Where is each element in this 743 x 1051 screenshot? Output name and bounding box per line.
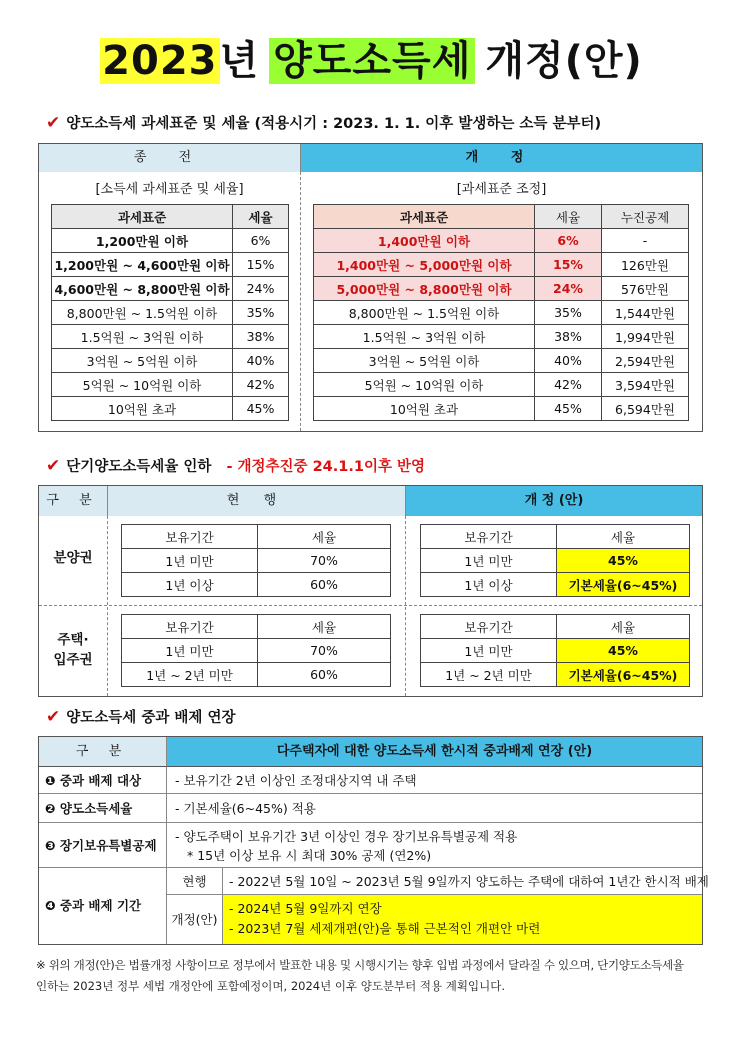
- cell: -: [602, 229, 689, 253]
- column-header: 보유기간: [122, 615, 258, 639]
- cell: 10억원 초과: [314, 397, 535, 421]
- table-row: [314, 325, 689, 349]
- housing-revised-table: [420, 614, 690, 687]
- cell: 45%: [535, 397, 602, 421]
- cell: 70%: [258, 549, 391, 573]
- column-header: 세율: [535, 205, 602, 229]
- row-label: ❶ 중과 배제 대상: [39, 767, 167, 794]
- table-row: [52, 325, 289, 349]
- cell: 기본세율(6~45%): [557, 573, 690, 597]
- column-header: 보유기간: [421, 615, 557, 639]
- cell: 1.5억원 ~ 3억원 이하: [314, 325, 535, 349]
- cell: 1년 ~ 2년 미만: [122, 663, 258, 687]
- short-term-rate-box: [38, 485, 703, 697]
- table-row: [314, 277, 689, 301]
- cell: 35%: [535, 301, 602, 325]
- check-icon: ✔: [46, 456, 61, 476]
- cell: 1,200만원 이하: [52, 229, 233, 253]
- row-text: - 기본세율(6~45%) 적용: [167, 794, 702, 823]
- tax-rate-box: [38, 143, 703, 432]
- cell: 5억원 ~ 10억원 이하: [52, 373, 233, 397]
- cell: 6%: [535, 229, 602, 253]
- section1-heading: ✔ 양도소득세 과세표준 및 세율 (적용시기 : 2023. 1. 1. 이후 발생하는 소득 분부터): [46, 113, 602, 133]
- cell: 1년 이상: [122, 573, 258, 597]
- old-header: 종 전: [39, 144, 301, 172]
- cell: 1.5억원 ~ 3억원 이하: [52, 325, 233, 349]
- row-label: ❷ 양도소득세율: [39, 794, 167, 823]
- table-row: [421, 573, 690, 597]
- cell: 42%: [535, 373, 602, 397]
- row-label: ❹ 중과 배제 기간: [39, 868, 167, 944]
- cell: 42%: [233, 373, 289, 397]
- cell: 38%: [535, 325, 602, 349]
- bunyang-revised-table: [420, 524, 690, 597]
- table-header-row: [52, 205, 289, 229]
- cell: 45%: [557, 549, 690, 573]
- cell: 4,600만원 ~ 8,800만원 이하: [52, 277, 233, 301]
- housing-current-table: [121, 614, 391, 687]
- column-header: 세율: [557, 525, 690, 549]
- table-header-row: [122, 615, 391, 639]
- cell: 2,594만원: [602, 349, 689, 373]
- old-subtitle: [소득세 과세표준 및 세율]: [95, 182, 244, 197]
- cell: 8,800만원 ~ 1.5억원 이하: [52, 301, 233, 325]
- table-row: [52, 349, 289, 373]
- row-label: ❸ 장기보유특별공제: [39, 823, 167, 868]
- section2-note: - 개정추진중 24.1.1이후 반영: [226, 459, 426, 475]
- divider: [405, 516, 406, 696]
- cell: 35%: [233, 301, 289, 325]
- cell: 기본세율(6~45%): [557, 663, 690, 687]
- column-header: 세율: [557, 615, 690, 639]
- cell: 1년 미만: [122, 639, 258, 663]
- revised-label: 개정(안): [167, 895, 223, 944]
- cell: 1년 이상: [421, 573, 557, 597]
- revised-text: - 2024년 5월 9일까지 연장 - 2023년 7월 세제개편(안)을 통해 근본적인 개편안 마련: [223, 895, 702, 944]
- cell: 24%: [233, 277, 289, 301]
- footnote: ※ 위의 개정(안)은 법률개정 사항이므로 정부에서 발표한 내용 및 시행시기는 향후 입법 과정에서 달라질 수 있으며, 단기양도소득세율 인하는 2023년 정부 세법 개정안에 포함예정이며, 2024년 이후 양도분부터 적용 계획입니다.: [36, 958, 684, 993]
- cell: 5,000만원 ~ 8,800만원 이하: [314, 277, 535, 301]
- table-row: [122, 639, 391, 663]
- table-row: [421, 639, 690, 663]
- divider: [107, 516, 108, 696]
- table-row: [314, 373, 689, 397]
- cell: 3,594만원: [602, 373, 689, 397]
- table-row: [314, 229, 689, 253]
- old-rate-table: [51, 204, 289, 421]
- current-header: 현 행: [108, 486, 406, 516]
- cell: 6,594만원: [602, 397, 689, 421]
- current-text: - 2022년 5월 10일 ~ 2023년 5월 9일까지 양도하는 주택에 대하여 1년간 한시적 배제: [223, 868, 702, 895]
- table-row: [122, 663, 391, 687]
- cell: 1,544만원: [602, 301, 689, 325]
- gubun-header: 구 분: [39, 737, 167, 767]
- divider: [300, 172, 301, 431]
- table-row: [421, 663, 690, 687]
- table-header-row: [122, 525, 391, 549]
- housing-label: 주택· 입주권: [53, 632, 93, 668]
- cell: 1,400만원 이하: [314, 229, 535, 253]
- bunyang-current-table: [121, 524, 391, 597]
- cell: 15%: [535, 253, 602, 277]
- table-row: [52, 397, 289, 421]
- table-header-row: [421, 615, 690, 639]
- table-header-row: [314, 205, 689, 229]
- section2-heading: ✔ 단기양도소득세율 인하 - 개정추진중 24.1.1이후 반영: [46, 456, 426, 476]
- cell: 24%: [535, 277, 602, 301]
- table-row: [122, 549, 391, 573]
- check-icon: ✔: [46, 707, 61, 727]
- column-header: 보유기간: [122, 525, 258, 549]
- table-row: [421, 549, 690, 573]
- table-row: [52, 373, 289, 397]
- revised-header: 개 정 (안): [406, 486, 702, 516]
- table-header-row: [421, 525, 690, 549]
- cell: 15%: [233, 253, 289, 277]
- table-row: [314, 397, 689, 421]
- main-header: 다주택자에 대한 양도소득세 한시적 중과배제 연장 (안): [167, 737, 702, 767]
- cell: 8,800만원 ~ 1.5억원 이하: [314, 301, 535, 325]
- cell: 60%: [258, 573, 391, 597]
- cell: 1년 미만: [122, 549, 258, 573]
- cell: 3억원 ~ 5억원 이하: [314, 349, 535, 373]
- bunyang-label: 분양권: [53, 550, 93, 566]
- cell: 38%: [233, 325, 289, 349]
- cell: 40%: [233, 349, 289, 373]
- column-header: 보유기간: [421, 525, 557, 549]
- cell: 1,200만원 ~ 4,600만원 이하: [52, 253, 233, 277]
- check-icon: ✔: [46, 113, 61, 133]
- cell: 1년 ~ 2년 미만: [421, 663, 557, 687]
- cell: 1년 미만: [421, 639, 557, 663]
- page-title: [0, 34, 743, 88]
- cell: 1년 미만: [421, 549, 557, 573]
- cell: 1,994만원: [602, 325, 689, 349]
- cell: 45%: [557, 639, 690, 663]
- row-text: - 양도주택이 보유기간 3년 이상인 경우 장기보유특별공제 적용 * 15년 이상 보유 시 최대 30% 공제 (연2%): [167, 823, 702, 868]
- new-subtitle: [과세표준 조정]: [456, 182, 547, 197]
- table-row: [52, 229, 289, 253]
- new-rate-table: [313, 204, 689, 421]
- title-year: 2023: [102, 38, 218, 84]
- new-header: 개 정: [301, 144, 702, 172]
- table-row: [52, 301, 289, 325]
- cell: 6%: [233, 229, 289, 253]
- row-text: - 보유기간 2년 이상인 조정대상지역 내 주택: [167, 767, 702, 794]
- cell: 60%: [258, 663, 391, 687]
- title-rest: 개정(안): [485, 38, 643, 84]
- column-header: 누진공제: [602, 205, 689, 229]
- section3-heading: ✔ 양도소득세 중과 배제 연장: [46, 707, 236, 727]
- gubun-header: 구 분: [39, 486, 108, 516]
- column-header: 과세표준: [314, 205, 535, 229]
- table-row: [52, 253, 289, 277]
- column-header: 세율: [233, 205, 289, 229]
- cell: 576만원: [602, 277, 689, 301]
- column-header: 과세표준: [52, 205, 233, 229]
- cell: 126만원: [602, 253, 689, 277]
- cell: 5억원 ~ 10억원 이하: [314, 373, 535, 397]
- column-header: 세율: [258, 525, 391, 549]
- cell: 1,400만원 ~ 5,000만원 이하: [314, 253, 535, 277]
- exclusion-box: [38, 736, 709, 945]
- divider: [39, 605, 702, 606]
- table-row: [52, 277, 289, 301]
- title-nyeon: 년: [219, 38, 260, 84]
- title-tax: 양도소득세: [269, 38, 475, 84]
- cell: 45%: [233, 397, 289, 421]
- column-header: 세율: [258, 615, 391, 639]
- table-row: [314, 301, 689, 325]
- current-label: 현행: [167, 868, 223, 895]
- table-row: [314, 349, 689, 373]
- cell: 10억원 초과: [52, 397, 233, 421]
- cell: 3억원 ~ 5억원 이하: [52, 349, 233, 373]
- table-row: [122, 573, 391, 597]
- cell: 40%: [535, 349, 602, 373]
- table-row: [314, 253, 689, 277]
- cell: 70%: [258, 639, 391, 663]
